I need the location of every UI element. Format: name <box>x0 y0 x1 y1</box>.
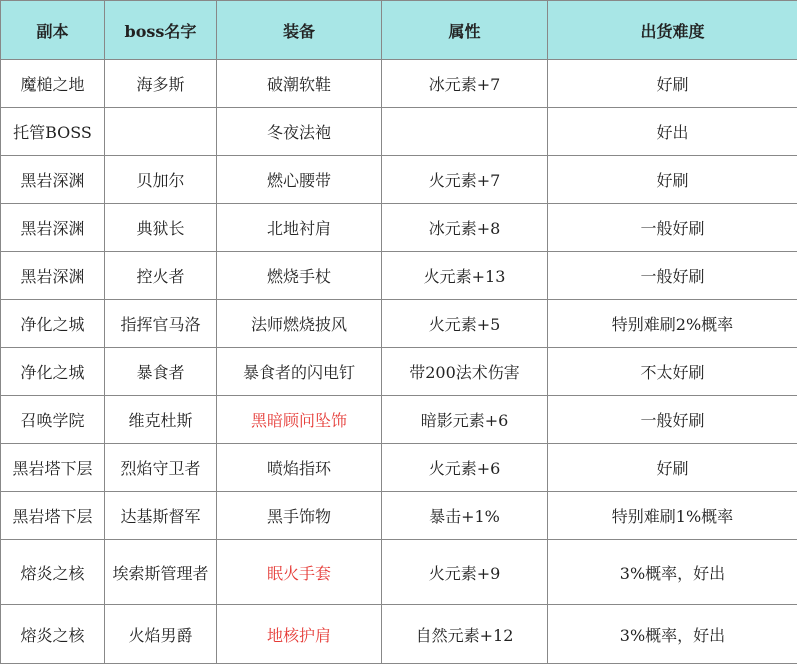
cell-dungeon: 黑岩塔下层 <box>1 444 105 492</box>
cell-attribute: 冰元素+7 <box>382 60 548 108</box>
cell-item: 喷焰指环 <box>217 444 382 492</box>
table-row <box>1 252 797 300</box>
cell-boss: 暴食者 <box>105 348 217 396</box>
cell-difficulty: 特别难刷2%概率 <box>548 300 797 348</box>
cell-attribute: 暗影元素+6 <box>382 396 548 444</box>
cell-boss: 埃索斯管理者 <box>105 540 217 605</box>
cell-boss: 典狱长 <box>105 204 217 252</box>
table-row <box>1 156 797 204</box>
cell-item-highlighted: 黑暗顾问坠饰 <box>217 396 382 444</box>
cell-dungeon: 托管BOSS <box>1 108 105 156</box>
cell-difficulty: 一般好刷 <box>548 204 797 252</box>
cell-item: 法师燃烧披风 <box>217 300 382 348</box>
cell-dungeon: 熔炎之核 <box>1 605 105 664</box>
cell-attribute: 带200法术伤害 <box>382 348 548 396</box>
cell-boss: 控火者 <box>105 252 217 300</box>
cell-difficulty: 好刷 <box>548 156 797 204</box>
cell-difficulty: 好出 <box>548 108 797 156</box>
cell-attribute: 火元素+9 <box>382 540 548 605</box>
table-row <box>1 492 797 540</box>
cell-boss: 维克杜斯 <box>105 396 217 444</box>
cell-boss <box>105 108 217 156</box>
cell-dungeon: 熔炎之核 <box>1 540 105 605</box>
cell-item: 暴食者的闪电钉 <box>217 348 382 396</box>
cell-difficulty: 3%概率，好出 <box>548 540 797 605</box>
table-row <box>1 540 797 605</box>
cell-attribute: 火元素+5 <box>382 300 548 348</box>
cell-dungeon: 黑岩深渊 <box>1 204 105 252</box>
cell-difficulty: 一般好刷 <box>548 252 797 300</box>
cell-dungeon: 黑岩深渊 <box>1 156 105 204</box>
cell-dungeon: 黑岩塔下层 <box>1 492 105 540</box>
cell-boss: 烈焰守卫者 <box>105 444 217 492</box>
cell-difficulty: 特别难刷1%概率 <box>548 492 797 540</box>
cell-item: 北地衬肩 <box>217 204 382 252</box>
cell-boss: 贝加尔 <box>105 156 217 204</box>
cell-boss: 海多斯 <box>105 60 217 108</box>
cell-dungeon: 魔槌之地 <box>1 60 105 108</box>
table-row <box>1 300 797 348</box>
cell-dungeon: 召唤学院 <box>1 396 105 444</box>
cell-dungeon: 黑岩深渊 <box>1 252 105 300</box>
table-row <box>1 605 797 664</box>
cell-difficulty: 不太好刷 <box>548 348 797 396</box>
header-attribute: 属性 <box>382 1 548 60</box>
header-boss-name: boss名字 <box>105 1 217 60</box>
cell-item: 燃烧手杖 <box>217 252 382 300</box>
header-equipment: 装备 <box>217 1 382 60</box>
cell-difficulty: 3%概率，好出 <box>548 605 797 664</box>
cell-item-highlighted: 地核护肩 <box>217 605 382 664</box>
cell-difficulty: 一般好刷 <box>548 396 797 444</box>
cell-attribute: 自然元素+12 <box>382 605 548 664</box>
cell-difficulty: 好刷 <box>548 444 797 492</box>
table-row <box>1 348 797 396</box>
cell-dungeon: 净化之城 <box>1 300 105 348</box>
table-row <box>1 108 797 156</box>
table-row <box>1 60 797 108</box>
cell-boss: 指挥官马洛 <box>105 300 217 348</box>
cell-difficulty: 好刷 <box>548 60 797 108</box>
header-drop-difficulty: 出货难度 <box>548 1 797 60</box>
cell-attribute <box>382 108 548 156</box>
cell-boss: 达基斯督军 <box>105 492 217 540</box>
cell-boss: 火焰男爵 <box>105 605 217 664</box>
cell-attribute: 火元素+7 <box>382 156 548 204</box>
header-dungeon: 副本 <box>1 1 105 60</box>
cell-attribute: 暴击+1% <box>382 492 548 540</box>
cell-attribute: 火元素+13 <box>382 252 548 300</box>
table-row <box>1 204 797 252</box>
cell-item: 黑手饰物 <box>217 492 382 540</box>
table-header-row <box>1 1 797 60</box>
table-row <box>1 396 797 444</box>
table-row <box>1 444 797 492</box>
cell-item-highlighted: 眠火手套 <box>217 540 382 605</box>
cell-item: 破潮软鞋 <box>217 60 382 108</box>
cell-attribute: 冰元素+8 <box>382 204 548 252</box>
cell-item: 燃心腰带 <box>217 156 382 204</box>
cell-item: 冬夜法袍 <box>217 108 382 156</box>
cell-dungeon: 净化之城 <box>1 348 105 396</box>
cell-attribute: 火元素+6 <box>382 444 548 492</box>
